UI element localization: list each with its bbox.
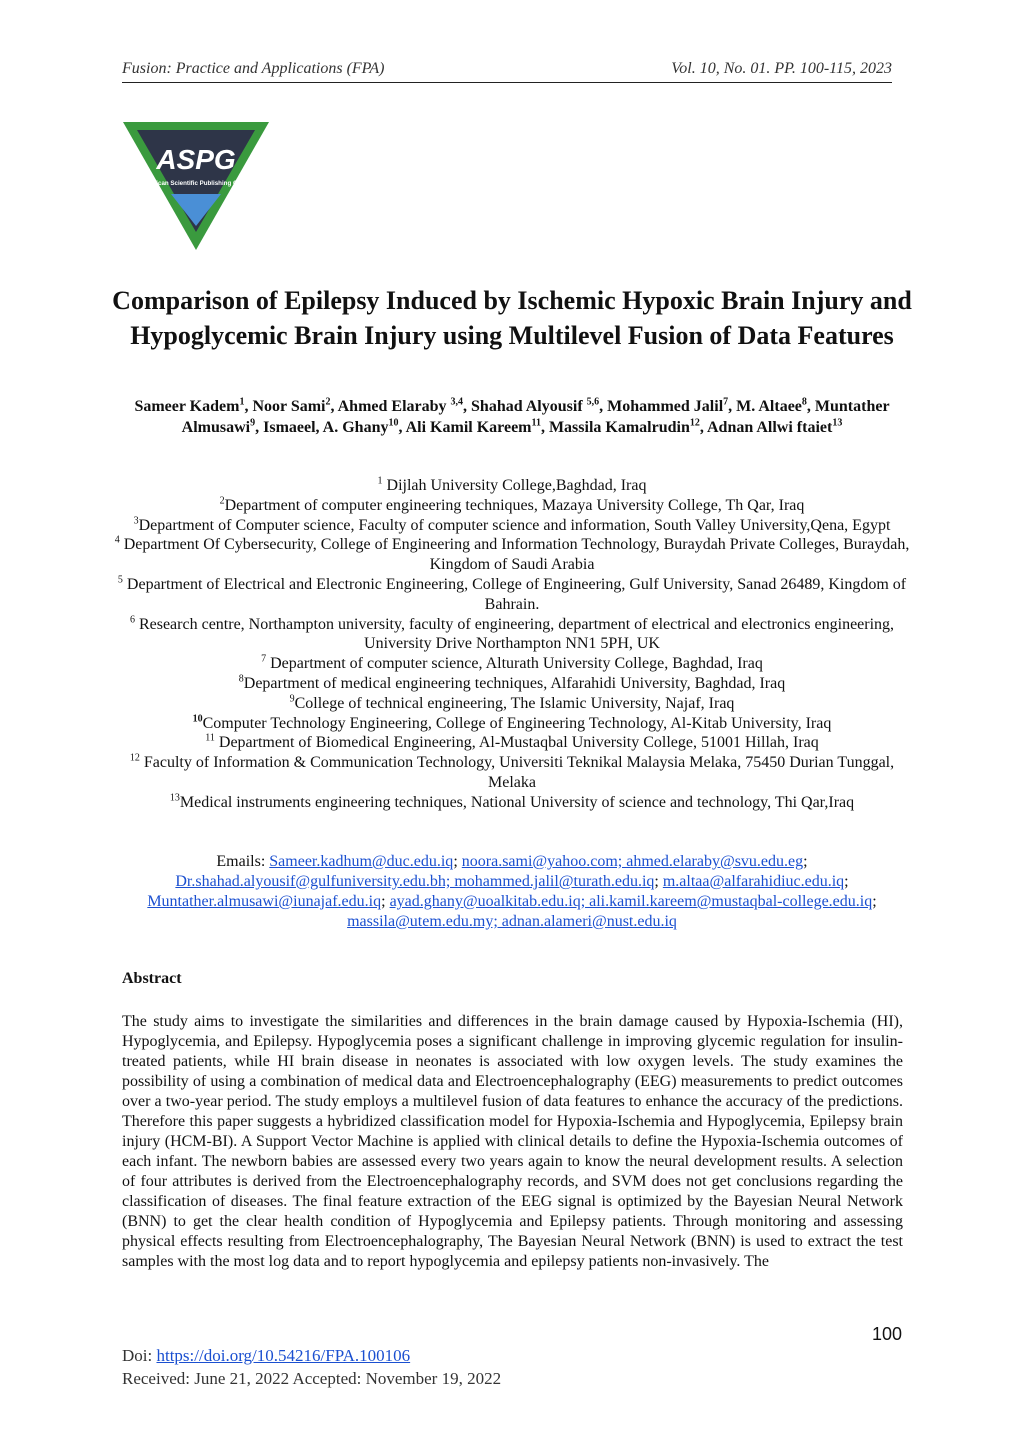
email-list: Emails: Sameer.kadhum@duc.edu.iq; noora.sami@yahoo.com; ahmed.elaraby@svu.edu.eg; Dr.shahad.alyousif@gulfuniversity.edu.bh; mohammed.jalil@turath.edu.iq; m.altaa@alfarahidiuc.edu.iq; Muntather.almusawi@iunajaf.edu.iq; ayad.ghany@uoalkitab.edu.iq; ali.kamil.kareem@mustaqbal-college.edu.iq; massila@utem.edu.my; adnan.alameri@nust.edu.iq	[147, 853, 877, 930]
email-link[interactable]: m.altaa@alfarahidiuc.edu.iq	[662, 873, 845, 890]
email-link[interactable]: noora.sami@yahoo.com; ahmed.elaraby@svu.edu.eg	[461, 853, 804, 870]
author-affiliation-number: 1	[239, 396, 245, 408]
author-name: Sameer Kadem	[134, 398, 240, 415]
affiliation-number: 9	[289, 693, 295, 705]
author-name: Mohammed Jalil	[607, 398, 724, 415]
page-number: 100	[871, 1324, 902, 1344]
author-affiliation-number: 11	[531, 417, 541, 429]
running-header	[122, 60, 892, 83]
volume-info: Vol. 10, No. 01. PP. 100-115, 2023	[671, 60, 892, 77]
author-affiliation-number: 2	[325, 396, 331, 408]
author-affiliation-number: 10	[388, 417, 399, 429]
affiliation-item	[110, 714, 914, 734]
author-name: Ismaeel, A. Ghany	[263, 419, 389, 436]
doi-link[interactable]: https://doi.org/10.54216/FPA.100106	[156, 1346, 411, 1365]
doi-footer	[122, 1344, 501, 1390]
received-accepted-dates: Received: June 21, 2022 Accepted: November 19, 2022	[122, 1369, 502, 1388]
affiliation-item	[110, 733, 914, 753]
author-affiliation-number: 9	[250, 417, 256, 429]
affiliation-text: Department of medical engineering techniques, Alfarahidi University, Baghdad, Iraq	[243, 674, 786, 692]
affiliation-number: 11	[205, 733, 215, 745]
journal-name: Fusion: Practice and Applications (FPA)	[122, 60, 385, 77]
affiliation-list	[110, 476, 914, 813]
affiliation-item	[110, 496, 914, 516]
affiliation-number: 4	[114, 535, 120, 547]
author-name: Massila Kamalrudin	[548, 419, 690, 436]
affiliation-text: Department Of Cybersecurity, College of Engineering and Information Technology, Buraydah Private Colleges, Buraydah, Kingdom of Saudi Arabia	[119, 536, 910, 574]
affiliation-number: 2	[219, 495, 225, 507]
emails-label: Emails:	[216, 853, 270, 870]
author-name: Ali Kamil Kareem	[405, 419, 532, 436]
email-link[interactable]: Sameer.kadhum@duc.edu.iq	[269, 853, 454, 870]
aspg-logo-icon	[123, 122, 269, 250]
email-link[interactable]: ayad.ghany@uoalkitab.edu.iq; ali.kamil.kareem@mustaqbal-college.edu.iq	[389, 893, 873, 910]
author-name: Muntather Almusawi	[181, 398, 890, 436]
author-affiliation-number: 13	[832, 417, 843, 429]
author-affiliation-number: 5,6	[586, 396, 600, 408]
affiliation-item	[110, 753, 914, 793]
affiliation-number: 13	[169, 792, 180, 804]
abstract-heading: Abstract	[122, 970, 182, 987]
author-name: Shahad Alyousif	[471, 398, 587, 415]
affiliation-item	[110, 535, 914, 575]
logo-subtitle: American Scientific Publishing Group	[140, 180, 252, 187]
author-name: Noor Sami	[252, 398, 326, 415]
doi-label: Doi:	[122, 1346, 157, 1365]
affiliation-number: 1	[377, 475, 383, 487]
author-name: M. Altaee	[736, 398, 802, 415]
affiliation-item	[110, 793, 914, 813]
affiliation-number: 7	[261, 653, 267, 665]
affiliation-number: 5	[117, 574, 123, 586]
affiliation-text: Department of computer science, Alturath University College, Baghdad, Iraq	[266, 655, 763, 673]
email-link[interactable]: Dr.shahad.alyousif@gulfuniversity.edu.bh; mohammed.jalil@turath.edu.iq	[175, 873, 655, 890]
affiliation-item	[110, 476, 914, 496]
affiliation-text: Computer Technology Engineering, College of Engineering Technology, Al-Kitab University, Iraq	[202, 714, 832, 732]
author-name: Adnan Allwi ftaiet	[706, 419, 833, 436]
author-affiliation-number: 3,4	[450, 396, 464, 408]
affiliation-number: 10	[192, 713, 203, 725]
affiliation-item	[110, 575, 914, 615]
affiliation-item	[110, 615, 914, 655]
affiliation-item	[110, 654, 914, 674]
email-link[interactable]: Muntather.almusawi@iunajaf.edu.iq	[147, 893, 382, 910]
affiliation-item	[110, 674, 914, 694]
author-name: Ahmed Elaraby	[337, 398, 451, 415]
affiliation-text: Dijlah University College,Baghdad, Iraq	[382, 477, 647, 494]
affiliation-number: 3	[133, 515, 139, 527]
paper-title: Comparison of Epilepsy Induced by Ischemic Hypoxic Brain Injury and Hypoglycemic Brain Injury using Multilevel Fusion of Data Features	[112, 286, 912, 350]
author-affiliation-number: 7	[723, 396, 729, 408]
author-list: Sameer Kadem$^1$, Noor Sami$^2$, Ahmed Elaraby $^{3,4}$, Shahad Alyousif $^{5,6}$, Mohammed Jalil$^7$, M. Altaee$^8$, Muntather Almusawi$^9$, Ismaeel, A. Ghany$^{10}$, Ali Kamil Kareem$^{11}$, Massila Kamalrudin$^{12}$, Adnan Allwi ftaiet$^{13}$	[134, 396, 890, 436]
affiliation-text: College of technical engineering, The Islamic University, Najaf, Iraq	[294, 694, 735, 712]
logo-text: ASPG	[156, 144, 236, 175]
affiliation-text: Department of Computer science, Faculty of computer science and information, South Valley University,Qena, Egypt	[138, 516, 891, 534]
email-link[interactable]: massila@utem.edu.my; adnan.alameri@nust.edu.iq	[347, 913, 677, 930]
affiliation-text: Medical instruments engineering techniques, National University of science and technology, Thi Qar,Iraq	[179, 793, 855, 811]
abstract-text: The study aims to investigate the similarities and differences in the brain damage caused by Hypoxia-Ischemia (HI), Hypoglycemia, and Epilepsy. Hypoglycemia poses a significant challenge in improving glycemic regulation for insulin-treated patients, while HI brain disease in neonates is associated with low oxygen levels. The study examines the possibility of using a combination of medical data and Electroencephalography (EEG) measurements to predict outcomes over a two-year period. The study employs a multilevel fusion of data features to enhance the accuracy of the predictions. Therefore this paper suggests a hybridized classification model for Hypoxia-Ischemia and Hypoglycemia, Epilepsy brain injury (HCM-BI). A Support Vector Machine is applied with clinical details to define the Hypoxia-Ischemia outcomes of each infant. The newborn babies are assessed every two years again to know the neural development results. A selection of four attributes is derived from the Electroencephalography records, and SVM does not get conclusions regarding the classification of diseases. The final feature extraction of the EEG signal is optimized by the Bayesian Neural Network (BNN) to get the clear health condition of Hypoglycemia and Epilepsy patients. Through monitoring and assessing physical effects resulting from Electroencephalography, The Bayesian Neural Network (BNN) is used to extract the test samples with the most log data and to report hypoglycemia and epilepsy patients non-invasively. The	[122, 1013, 903, 1270]
affiliation-text: Department of Biomedical Engineering, Al-Mustaqbal University College, 51001 Hillah, Iraq	[214, 734, 819, 752]
author-affiliation-number: 12	[689, 417, 700, 429]
affiliation-number: 8	[238, 673, 244, 685]
affiliation-text: Faculty of Information & Communication Technology, Universiti Teknikal Malaysia Melaka, 75450 Durian Tunggal, Melaka	[139, 754, 895, 791]
affiliation-item	[110, 516, 914, 536]
author-affiliation-number: 8	[801, 396, 807, 408]
affiliation-text: Research centre, Northampton university, faculty of engineering, department of electrical and electronics engineering, University Drive Northampton NN1 5PH, UK	[134, 615, 895, 653]
affiliation-number: 12	[129, 752, 140, 764]
affiliation-text: Department of Electrical and Electronic Engineering, College of Engineering, Gulf University, Sanad 26489, Kingdom of Bahrain.	[122, 575, 907, 613]
affiliation-item	[110, 694, 914, 714]
affiliation-text: Department of computer engineering techniques, Mazaya University College, Th Qar, Iraq	[224, 496, 805, 514]
affiliation-number: 6	[129, 614, 135, 626]
